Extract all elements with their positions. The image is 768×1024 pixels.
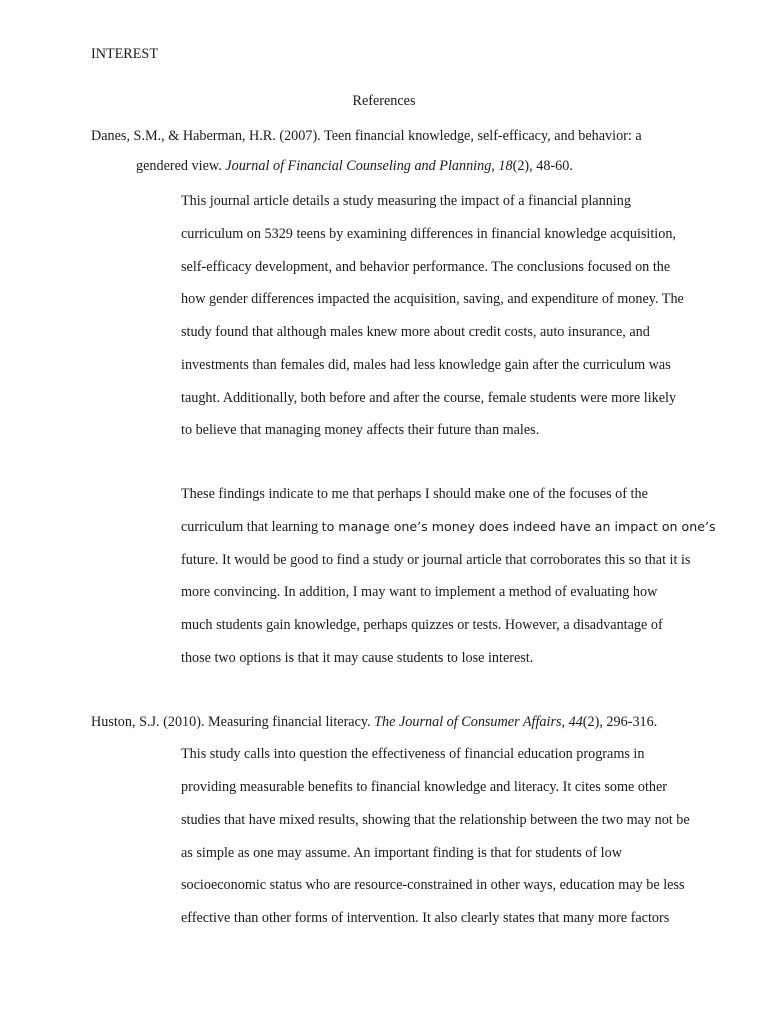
reflection-line: much students gain knowledge, perhaps quizzes or tests. However, a disadvantage of xyxy=(181,617,663,633)
reflection-line: those two options is that it may cause students to lose interest. xyxy=(181,650,534,666)
reflection-text-alt-font: to manage one’s money does indeed have an impact on one’s xyxy=(321,519,716,534)
summary-line: This journal article details a study measuring the impact of a financial planning xyxy=(181,193,631,209)
summary-line: as simple as one may assume. An important finding is that for students of low xyxy=(181,845,622,861)
reflection-text: curriculum that learning xyxy=(181,519,322,535)
summary-line: investments than females did, males had less knowledge gain after the curriculum was xyxy=(181,357,671,373)
citation-issue-pages: (2), 48-60. xyxy=(512,158,573,174)
summary-line: self-efficacy development, and behavior performance. The conclusions focused on the xyxy=(181,259,671,275)
summary-line: effective than other forms of intervention. It also clearly states that many more factors xyxy=(181,910,670,926)
reference-1-citation-line-2 xyxy=(136,158,573,174)
reflection-line: more convincing. In addition, I may want to implement a method of evaluating how xyxy=(181,584,658,600)
summary-line: taught. Additionally, both before and after the course, female students were more likely xyxy=(181,390,677,406)
summary-line: studies that have mixed results, showing that the relationship between the two may not be xyxy=(181,812,690,828)
reference-2-citation-line-1 xyxy=(91,714,657,730)
summary-line: curriculum on 5329 teens by examining differences in financial knowledge acquisition, xyxy=(181,226,676,242)
citation-text: Huston, S.J. (2010). Measuring financial literacy. xyxy=(91,714,375,730)
citation-issue-pages: (2), 296-316. xyxy=(582,714,658,730)
summary-line: This study calls into question the effectiveness of financial education programs in xyxy=(181,746,645,762)
summary-line: study found that although males knew more about credit costs, auto insurance, and xyxy=(181,324,650,340)
reflection-line: future. It would be good to find a study or journal article that corroborates this so that it is xyxy=(181,552,691,568)
running-head: INTEREST xyxy=(91,46,158,62)
summary-line: how gender differences impacted the acquisition, saving, and expenditure of money. The xyxy=(181,291,684,307)
page-title: References xyxy=(352,93,416,109)
journal-title: Journal of Financial Counseling and Planning, 18 xyxy=(225,158,513,174)
summary-line: providing measurable benefits to financial knowledge and literacy. It cites some other xyxy=(181,779,668,795)
reference-1-citation-line-1: Danes, S.M., & Haberman, H.R. (2007). Teen financial knowledge, self-efficacy, and behavior: a xyxy=(91,128,642,144)
summary-line: socioeconomic status who are resource-constrained in other ways, education may be less xyxy=(181,877,685,893)
citation-text: gendered view. xyxy=(136,158,226,174)
reflection-line xyxy=(181,519,716,535)
journal-title: The Journal of Consumer Affairs, 44 xyxy=(374,714,583,730)
reflection-line: These findings indicate to me that perhaps I should make one of the focuses of the xyxy=(181,486,648,502)
summary-line: to believe that managing money affects their future than males. xyxy=(181,422,540,438)
